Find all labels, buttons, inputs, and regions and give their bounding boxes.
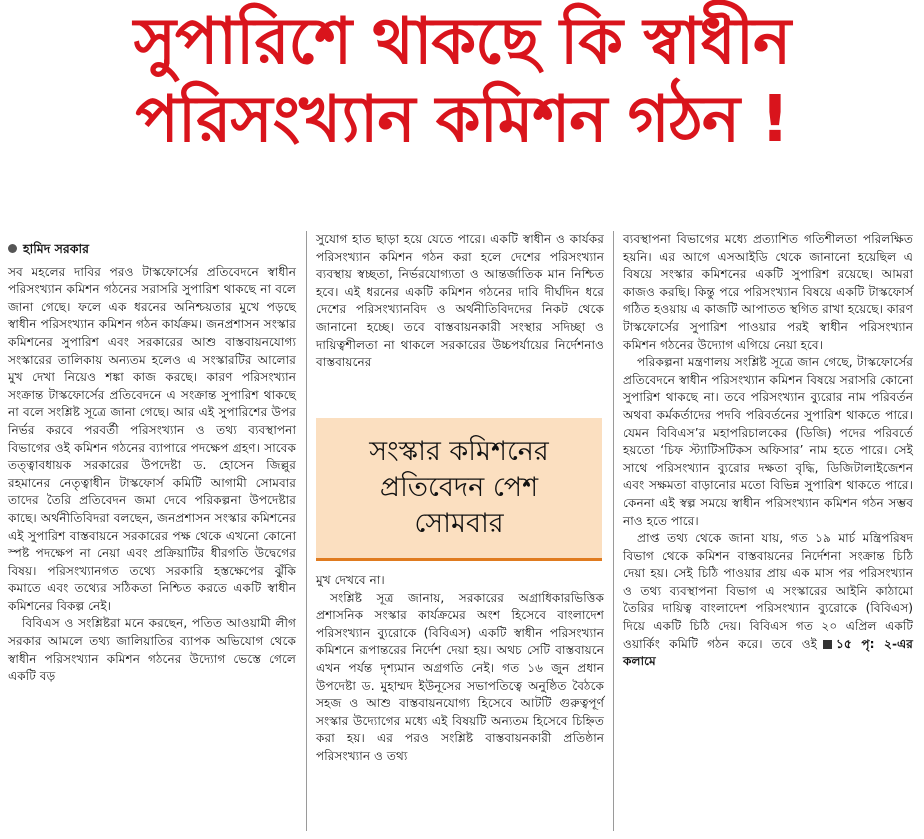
- headline-line-1: সুপারিশে থাকছে কি স্বাধীন: [133, 5, 791, 79]
- paragraph: পরিকল্পনা মন্ত্রণালয় সংশ্লিষ্ট সূত্রে জান গেছে, টাস্কফোর্সের প্রতিবেদনে স্বাধীন পরিসংখ্যান কমিশন বিষয়ে সরাসরি কোনো সুপারিশ থাকছে না। তবে পরিসংখ্যান ব্যুরোর নাম পরিবর্তন অথবা কর্মকর্তাদের পদবি পরিবর্তনের সুপারিশ থাকতে পারে। যেমন বিবিএস’র মহাপরিচালকের (ডিজি) পদের পরিবর্তে হয়তো ‘চিফ স্ট্যাটিসটিকস অফিসার’ নাম হতে পারে। সেই সাথে পরিসংখ্যান ব্যুরোর দক্ষতা বৃদ্ধি, ডিজিটালাইজেশন এবং সক্ষমতা বাড়ানোর মতো বিভিন্ন সুপারিশ থাকতে পারে। কেননা এই স্বল্প সময়ে স্বাধীন পরিসংখ্যান কমিশন গঠন সম্ভব নাও হতে পারে।: [623, 355, 913, 528]
- column-2-bottom: [316, 572, 604, 766]
- byline-author: হামিদ সরকার: [23, 241, 90, 256]
- paragraph: সংশ্লিষ্ট সূত্র জানায়, সরকারের অগ্রাধিকারভিত্তিক প্রশাসনিক সংস্কার কার্যক্রমের অংশ হিসেবে বাংলাদেশ পরিসংখ্যান ব্যুরোকে (বিবিএস) একটি স্বাধীন পরিসংখ্যান কমিশনে রূপান্তরের নির্দেশ দেয়া হয়। অথচ সেটি বাস্তবায়নে এখন পর্যন্ত দৃশ্যমান অগ্রগতি নেই। গত ১৬ জুন প্রধান উপদেষ্টা ড. মুহাম্মদ ইউনূসের সভাপতিত্বে অনুষ্ঠিত বৈঠকে সহজ ও আশু বাস্তবায়নযোগ্য হিসেবে আটটি গুরুত্বপূর্ণ সংস্কার উদ্যোগের মধ্যে এই বিষয়টি অন্যতম হিসেবে চিহ্নিত করা হয়। এর পরও সংশ্লিষ্ট বাস্তবায়নকারী প্রতিষ্ঠান পরিসংখ্যান ও তথ্য: [316, 590, 604, 763]
- pull-quote-line-3: সোমবার: [414, 508, 504, 539]
- pull-quote-box: [316, 418, 602, 561]
- headline: [0, 5, 924, 157]
- paragraph: বিবিএস ও সংশ্লিষ্টরা মনে করছেন, পতিত আওয়ামী লীগ সরকার আমলে তথ্য জালিয়াতির ব্যাপক অভিযোগ থেকে স্বাধীন পরিসংখ্যান কমিশন গঠনের উদ্যোগ ভেস্তে গেলে একটি বড়: [8, 616, 296, 684]
- column-3: [623, 231, 913, 671]
- byline: [8, 240, 296, 258]
- bullet-icon: [8, 244, 17, 253]
- headline-line-2: পরিসংখ্যান কমিশন গঠন !: [135, 83, 789, 157]
- paragraph: [623, 530, 913, 671]
- column-1: [8, 240, 296, 686]
- paragraph: সব মহলের দাবির পরও টাস্কফোর্সের প্রতিবেদনে স্বাধীন পরিসংখ্যান কমিশন গঠনের সরাসরি সুপারিশ থাকছে না বলে জানা গেছে। ফলে এক ধরনের অনিশ্চয়তার মুখে পড়ছে স্বাধীন পরিসংখ্যান কমিশন গঠন কার্যক্রম। জনপ্রশাসন সংস্কার কমিশনের সুপারিশ এবং সরকারের আশু বাস্তবায়নযোগ্য সংস্কারের তালিকায় অন্যতম হলেও এ সংস্কারটির আলোর মুখ দেখা নিয়েও শঙ্কা কাজ করছে। কারণ পরিসংখ্যান সংক্রান্ত টাস্কফোর্সের প্রতিবেদনে এ সংক্রান্ত সুপারিশ থাকছে না বলে সংশ্লিষ্ট সূত্রে জানা গেছে। আর এই সুপারিশের উপর নির্ভর করবে পরবর্তী পরিসংখ্যান ও তথ্য ব্যবস্থাপনা বিভাগের ওই কমিশন গঠনের ব্যাপারে পদক্ষেপ গ্রহণ। সাবেক তত্ত্বাবধায়ক সরকারের উপদেষ্টা ড. হোসেন জিল্লুর রহমানের নেতৃত্বাধীন টাস্কফোর্স কমিটি আগামী সোমবার তাদের তৈরি প্রতিবেদন জমা দেবে পরিকল্পনা উপদেষ্টার কাছে। অর্থনীতিবিদরা বলছেন, জনপ্রশাসন সংস্কার কমিশনের এই সুপারিশ বাস্তবায়নে সরকারের পক্ষ থেকে এখনো কোনো স্পষ্ট পদক্ষেপ না নেয়া এবং প্রক্রিয়াটির ধীরগতি উদ্বেগের বিষয়। পরিসংখ্যানগত তথ্যে সরকারি হস্তক্ষেপের ঝুঁকি কমাতে এবং তথ্যের সঠিকতা নিশ্চিত করতে একটি স্বাধীন কমিশনের বিকল্প নেই।: [8, 264, 296, 613]
- paragraph: ব্যবস্থাপনা বিভাগের মধ্যে প্রত্যাশিত গতিশীলতা পরিলক্ষিত হয়নি। এর আগে এসআইডি থেকে জানানো হয়েছিল এ বিষয়ে সংস্কার কমিশনের একটি সুপারিশ রয়েছে। আমরা কাজও করছি। কিন্তু পরে পরিসংখ্যান বিষয়ে একটি টাস্কফোর্স গঠিত হওয়ায় এ কাজটি আপাতত স্থগিত রাখা হয়েছে। কারণ টাস্কফোর্সের সুপারিশ পাওয়ার পরই স্বাধীন পরিসংখ্যান কমিশন গঠনের উদ্যোগ এগিয়ে নেয়া হবে।: [623, 232, 913, 352]
- square-icon: [823, 640, 832, 649]
- pull-quote-line-2: প্রতিবেদন পেশ: [379, 472, 539, 503]
- paragraph-text: প্রাপ্ত তথ্য থেকে জানা যায়, গত ১৯ মার্চ মন্ত্রিপরিষদ বিভাগ থেকে কমিশন বাস্তবায়নের নির্দেশনা সংক্রান্ত চিঠি দেয়া হয়। সেই চিঠি পাওয়ার প্রায় এক মাস পর পরিসংখ্যান ও তথ্য ব্যবস্থাপনা বিভাগ এ সংস্কারের আইনি কাঠামো তৈরির দায়িত্ব বাংলাদেশ পরিসংখ্যান ব্যুরোকে (বিবিএস) দিয়ে একটি চিঠি দেয়। বিবিএস গত ২০ এপ্রিল একটি ওয়ার্কিং কমিটি গঠন করে। তবে ওই: [623, 531, 913, 651]
- column-divider-2: [613, 231, 614, 831]
- paragraph: মুখ দেখবে না।: [316, 573, 385, 587]
- pull-quote-line-1: সংস্কার কমিশনের: [369, 436, 549, 467]
- continued-text: ১৫ পৃ: ২-এর কলামে: [623, 636, 913, 669]
- column-divider-1: [306, 231, 307, 831]
- paragraph: সুযোগ হাত ছাড়া হয়ে যেতে পারে। একটি স্বাধীন ও কার্যকর পরিসংখ্যান কমিশন গঠন করা হলে দেশের পরিসংখ্যান ব্যবস্থায় স্বচ্ছতা, নির্ভরযোগ্যতা ও আন্তর্জাতিক মান নিশ্চিত হবে। এই ধরনের একটি কমিশন গঠনের দাবি দীর্ঘদিন ধরে দেশের পরিসংখ্যানবিদ ও অর্থনীতিবিদদের নিকট থেকে জানানো হচ্ছে। তবে বাস্তবায়নকারী সংস্থার সদিচ্ছা ও দায়িত্বশীলতা না থাকলে সরকারের উচ্চপর্যায়ের নির্দেশনাও বাস্তবায়নের: [316, 232, 604, 370]
- column-2-top: [316, 231, 604, 372]
